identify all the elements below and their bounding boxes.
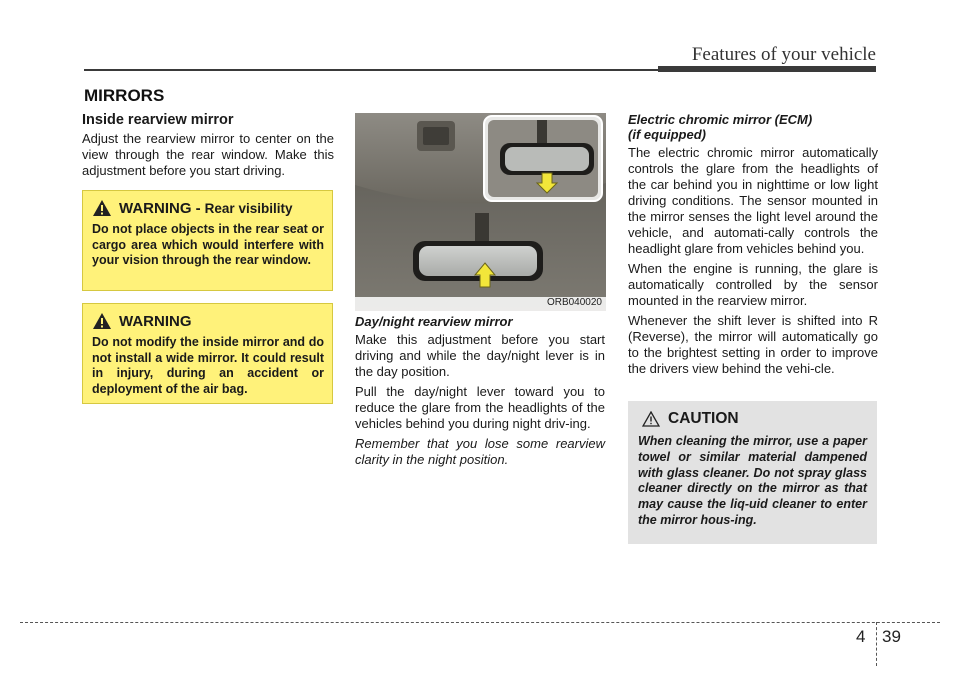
ecm-para-3: Whenever the shift lever is shifted into R (Reverse), the mirror will automatically go to the brightest setting in order to improve the drivers view behind the vehi-cle. <box>628 313 878 376</box>
warning-box-mirror-modify <box>82 303 333 404</box>
section-title: MIRRORS <box>84 86 165 105</box>
column-middle <box>355 314 605 468</box>
column-left <box>82 112 334 183</box>
caution-body: When cleaning the mirror, use a paper towel or similar material dampened with glass cleaner. Do not spray glass cleaner directly on the mirror as that may cause the liq-uid cleaner to enter the mirror hous-ing. <box>638 434 867 527</box>
inside-mirror-heading: Inside rearview mirror <box>82 112 234 128</box>
ecm-heading-line-2: (if equipped) <box>628 127 706 142</box>
warning-title-row <box>92 199 324 217</box>
warning-triangle-icon <box>92 199 112 217</box>
column-right <box>628 112 878 381</box>
header-accent-bar <box>658 66 876 72</box>
footer-divider <box>876 622 877 666</box>
warning-title-row <box>92 312 324 330</box>
day-night-para-2: Pull the day/night lever toward you to reduce the glare from the headlights of the vehicles behind you during night driv-ing. <box>355 384 605 431</box>
caution-title: CAUTION <box>668 410 739 427</box>
caution-triangle-icon <box>642 411 660 427</box>
rearview-mirror-photo <box>355 113 606 311</box>
ecm-heading-line-1: Electric chromic mirror (ECM) <box>628 112 813 127</box>
figure-code-label: ORB040020 <box>546 297 602 308</box>
warning-triangle-icon <box>92 312 112 330</box>
day-night-para-1: Make this adjustment before you start driving and while the day/night lever is in the day position. <box>355 332 605 379</box>
chapter-number: 4 <box>856 627 866 646</box>
day-night-note: Remember that you lose some rearview clarity in the night position. <box>355 436 605 467</box>
warning-subtitle: Rear visibility <box>204 200 293 216</box>
page-number: 39 <box>882 627 901 646</box>
footer-dashed-rule <box>20 622 940 623</box>
ecm-para-2: When the engine is running, the glare is automatically controlled by the sensor mounted in the rearview mirror. <box>628 261 878 308</box>
caution-box <box>628 401 877 544</box>
ecm-para-1: The electric chromic mirror automatically controls the glare from the headlights of the car behind you in nighttime or low light driving conditions. The sensor mounted in the mirror senses the light level around the vehicle, and automati-cally controls the headlight glare from vehicles behind you. <box>628 145 878 256</box>
warning-body: Do not modify the inside mirror and do not install a wide mirror. It could result in injury, during an accident or deployment of the air bag. <box>92 335 324 396</box>
day-night-heading: Day/night rearview mirror <box>355 314 513 329</box>
warning-title: WARNING - <box>119 199 201 217</box>
caution-title-row <box>638 410 867 428</box>
header-title: Features of your vehicle <box>691 44 876 65</box>
warning-body: Do not place objects in the rear seat or cargo area which would interfere with your vision through the rear window. <box>92 222 324 267</box>
warning-box-rear-visibility <box>82 190 333 291</box>
inside-mirror-body: Adjust the rearview mirror to center on the view through the rear window. Make this adjustment before you start driving. <box>82 131 334 178</box>
warning-title: WARNING <box>119 312 192 330</box>
mirror-illustration <box>355 113 606 311</box>
ecm-heading <box>628 112 878 142</box>
